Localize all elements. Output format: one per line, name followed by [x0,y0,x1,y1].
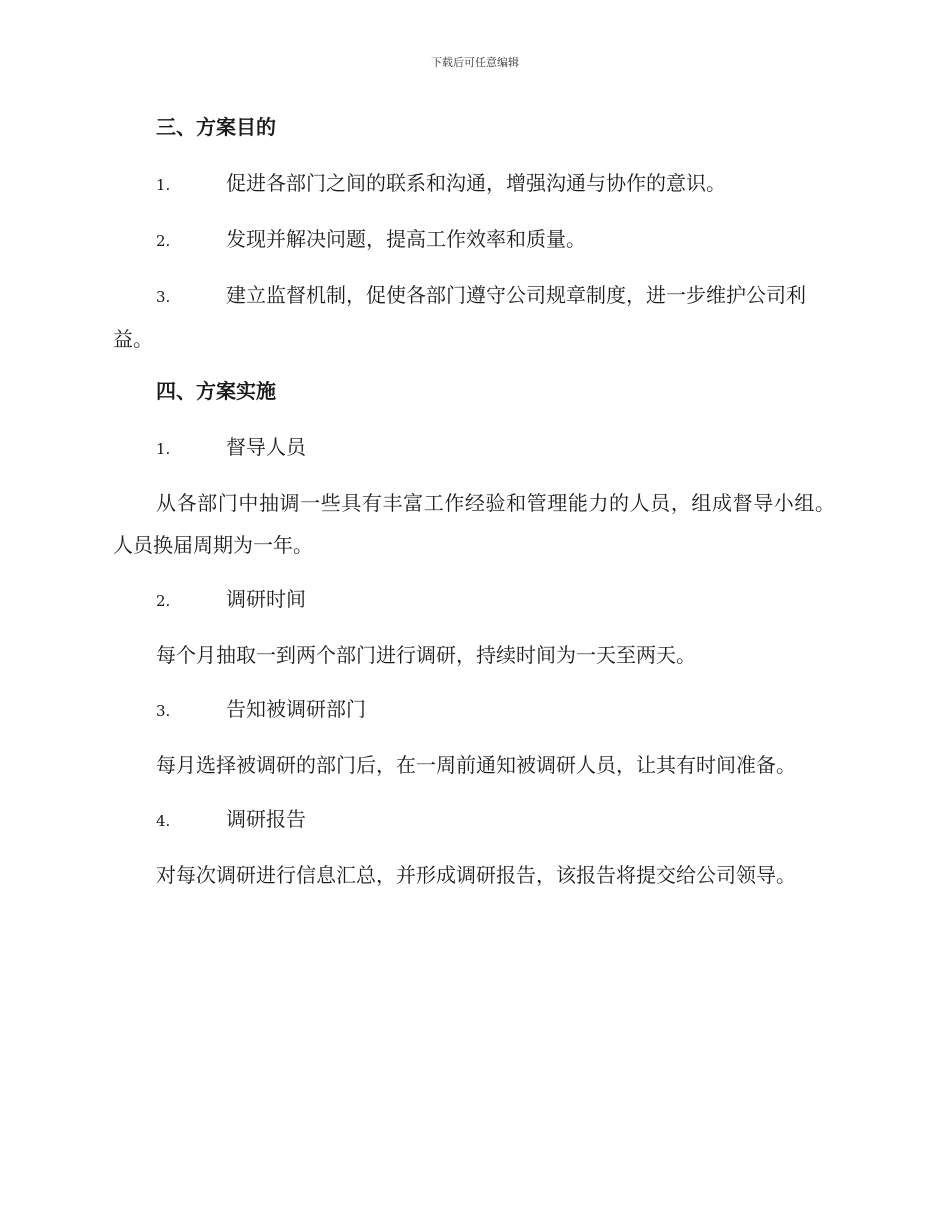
page-header: 下载后可任意编辑 [431,56,519,69]
implementation-item-2-title [113,578,835,622]
implementation-item-1-body: 从各部门中抽调一些具有丰富工作经验和管理能力的人员，组成督导小组。人员换届周期为一年。 [113,491,835,557]
purpose-item-2 [113,218,835,262]
item-title: 告知被调研部门 [226,697,366,721]
list-text: 发现并解决问题，提高工作效率和质量。 [226,227,586,251]
purpose-item-1 [113,162,835,206]
list-number: 1. [156,440,171,458]
implementation-item-4-title [113,798,835,842]
implementation-item-4-body: 对每次调研进行信息汇总，并形成调研报告，该报告将提交给公司领导。 [156,863,796,887]
list-number: 4. [156,812,171,830]
list-text: 促进各部门之间的联系和沟通，增强沟通与协作的意识。 [226,171,726,195]
item-title: 调研时间 [226,587,306,611]
document-body [113,108,835,908]
implementation-item-3-title [113,688,835,732]
section-heading-implementation: 四、方案实施 [156,379,276,403]
list-number: 3. [156,288,171,306]
implementation-item-1-title [113,426,835,470]
section-heading-purpose: 三、方案目的 [156,115,276,139]
item-title: 调研报告 [226,807,306,831]
list-number: 2. [156,592,171,610]
implementation-item-2-body: 每个月抽取一到两个部门进行调研，持续时间为一天至两天。 [156,643,696,667]
item-title: 督导人员 [226,435,306,459]
list-number: 3. [156,702,171,720]
implementation-item-3-body: 每月选择被调研的部门后，在一周前通知被调研人员，让其有时间准备。 [156,753,796,777]
list-number: 1. [156,176,171,194]
list-text: 建立监督机制，促使各部门遵守公司规章制度，进一步维护公司利益。 [113,283,806,351]
list-number: 2. [156,232,171,250]
purpose-item-3 [113,274,835,360]
